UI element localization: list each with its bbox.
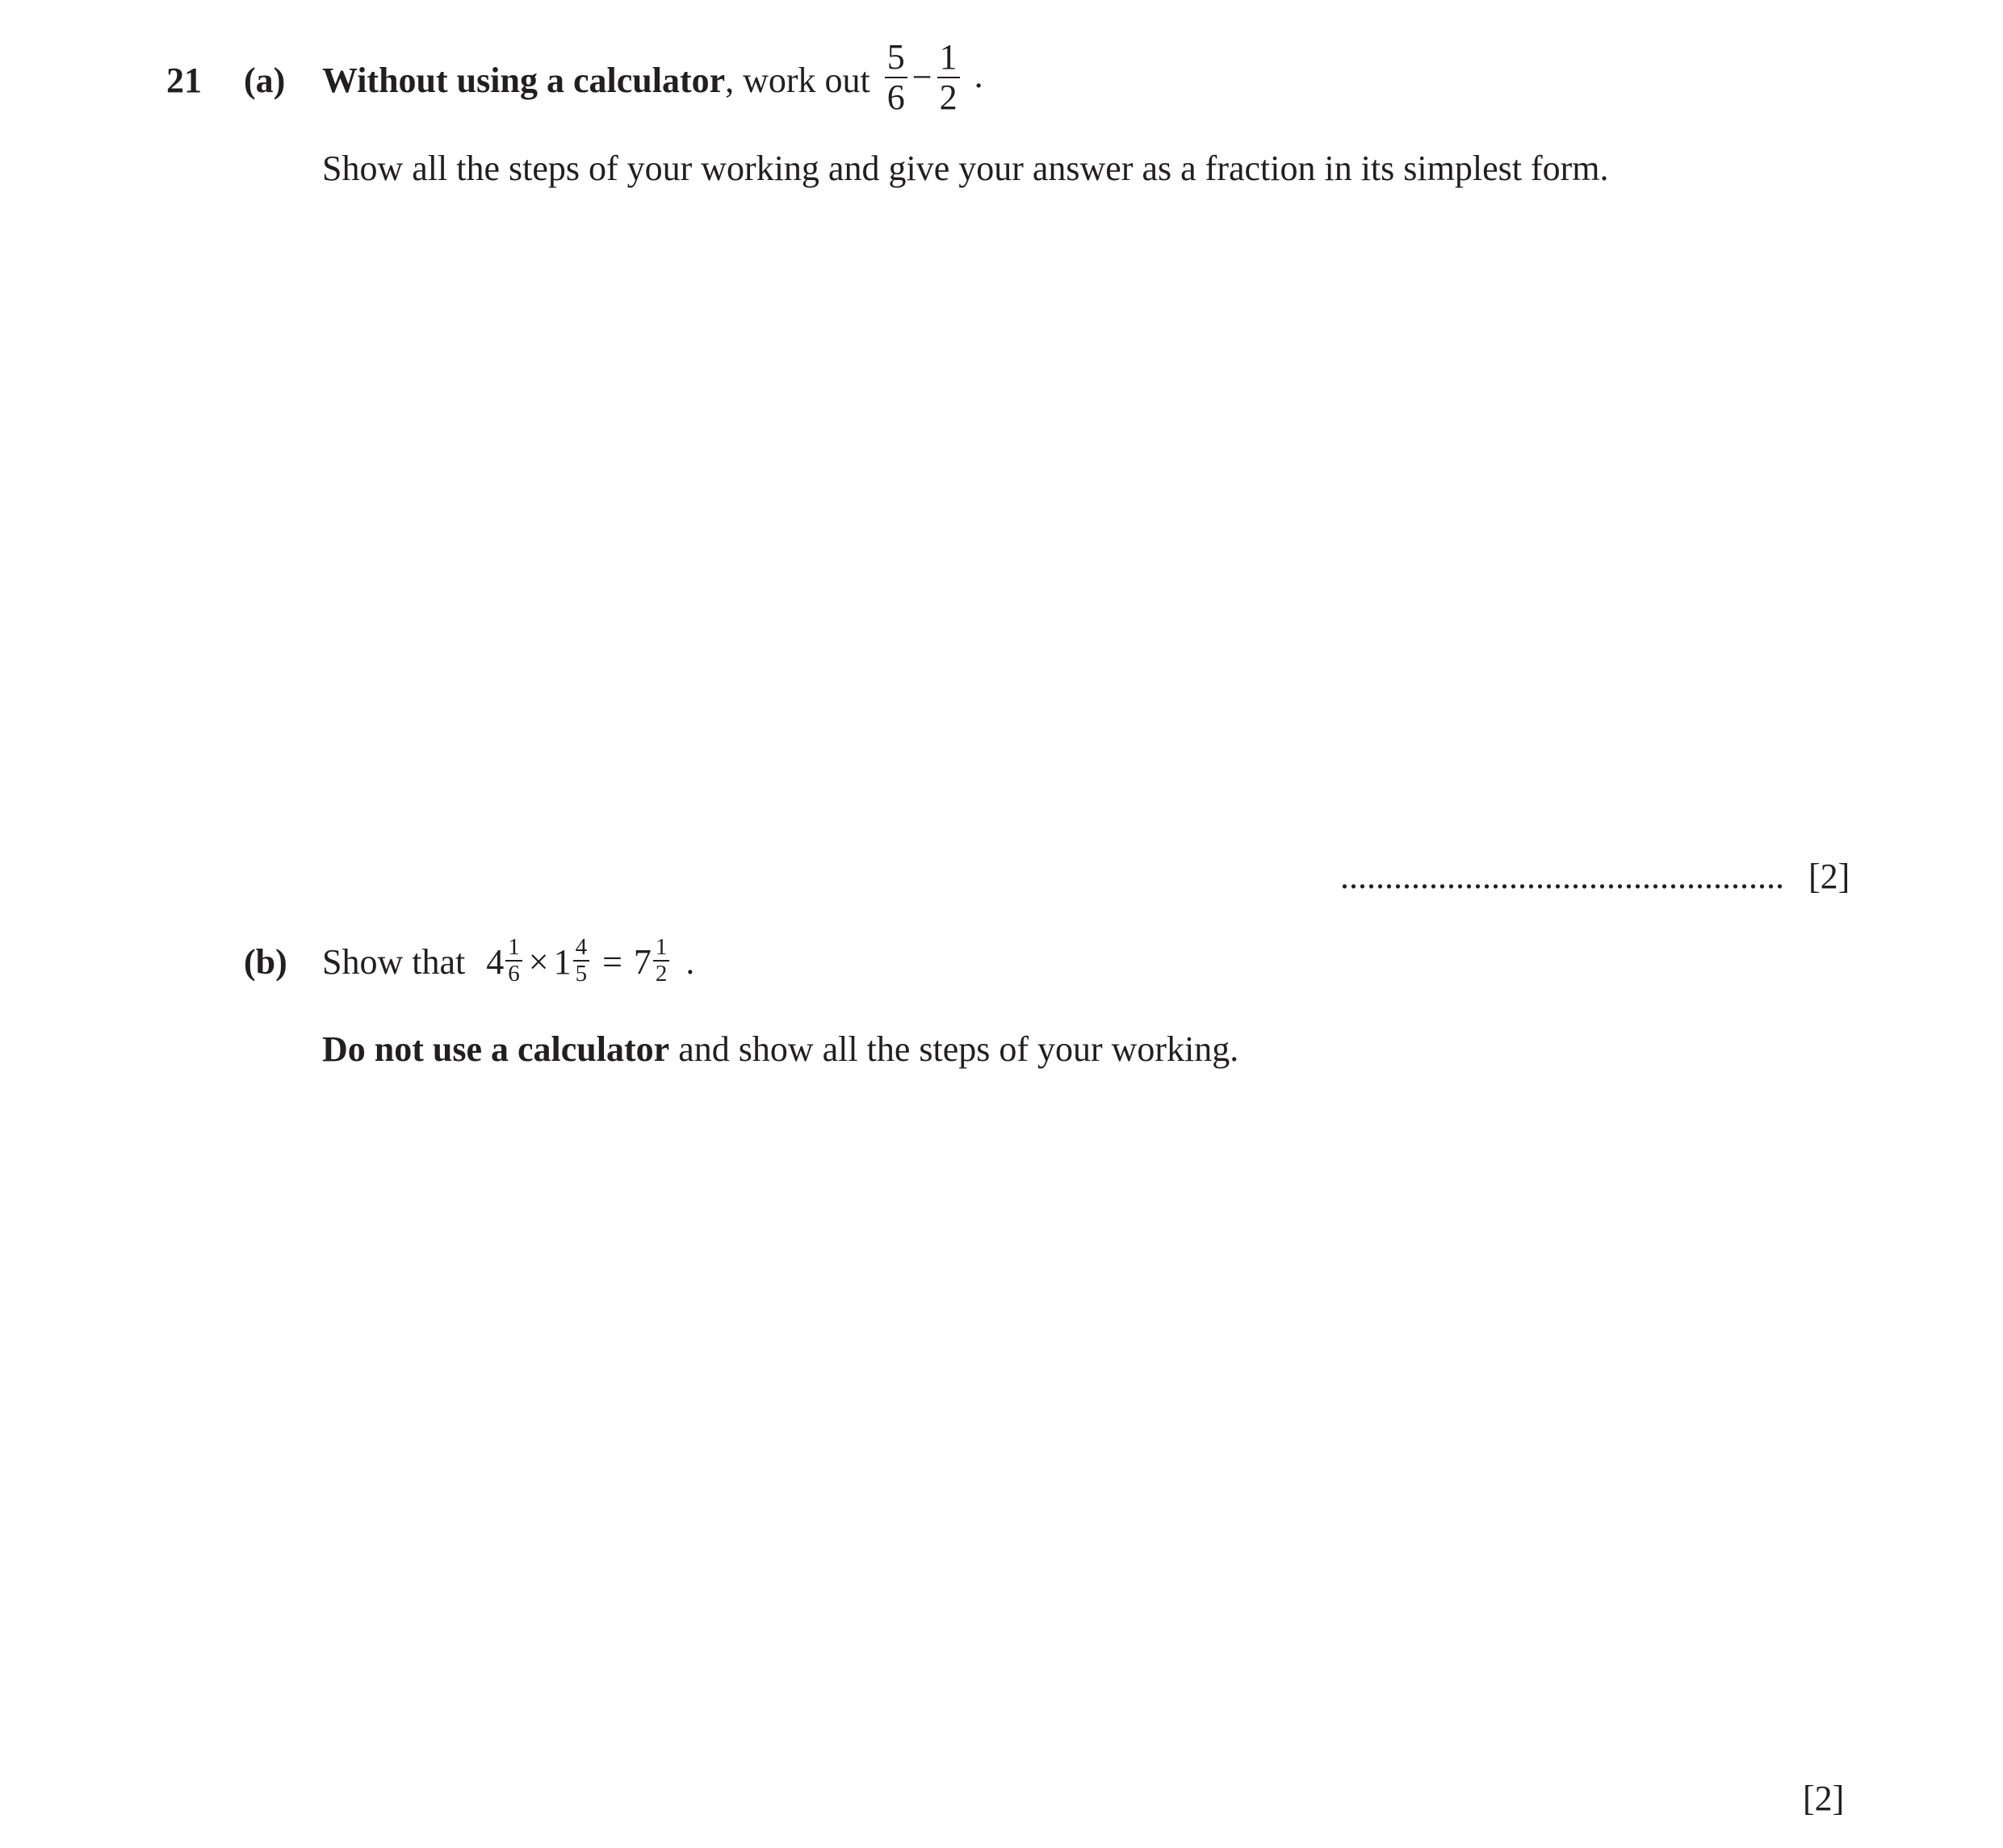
part-b-expression-end: .	[685, 942, 695, 982]
part-a-fraction-2-numerator: 1	[939, 37, 958, 77]
part-a-label: (a)	[244, 61, 286, 100]
part-a-fraction-2-denominator: 2	[939, 78, 958, 117]
part-a-fraction-1-numerator: 5	[886, 37, 905, 77]
part-b-fraction-1-numerator: 1	[508, 934, 520, 960]
part-b-subtext	[322, 1029, 1239, 1069]
part-b-fraction-3-denominator: 2	[655, 961, 668, 987]
part-b-marks: [2]	[1803, 1779, 1845, 1818]
question-number: 21	[166, 61, 202, 100]
part-a-fraction-1-denominator: 6	[886, 78, 905, 117]
part-b-fraction-2-numerator: 4	[575, 934, 588, 960]
part-b-whole-1: 4	[486, 942, 505, 982]
part-b-fraction-2-denominator: 5	[575, 961, 588, 987]
part-b-fraction-3	[653, 936, 670, 986]
part-b-statement	[322, 928, 694, 996]
part-b-intro: Show that	[322, 942, 466, 982]
part-a-fraction-1	[885, 37, 907, 117]
part-b-subtext-bold: Do not use a calculator	[322, 1029, 670, 1069]
part-a-answer-line[interactable]: ..................................................	[1340, 857, 1784, 896]
part-a-instruction-rest: , work out	[725, 61, 870, 100]
part-b-fraction-1-denominator: 6	[508, 961, 520, 987]
part-b-whole-3: 7	[633, 942, 652, 982]
part-b-equals-operator: =	[602, 942, 622, 982]
part-b-fraction-1	[505, 936, 522, 986]
part-a-subtext: Show all the steps of your working and give your answer as a fraction in its simplest form.	[322, 149, 1609, 188]
part-b-whole-2: 1	[553, 942, 572, 982]
part-a-instruction-bold: Without using a calculator	[322, 61, 726, 100]
part-b-times-operator: ×	[528, 942, 549, 982]
part-b-fraction-2	[573, 936, 590, 986]
part-a-expression-end: .	[974, 56, 983, 95]
part-a-answer-row	[1340, 859, 1850, 895]
part-a-fraction-2	[937, 37, 960, 117]
part-a-instruction	[322, 37, 983, 121]
part-a-minus-operator: −	[911, 57, 932, 97]
part-b-fraction-3-numerator: 1	[655, 934, 668, 960]
part-b-label: (b)	[244, 942, 287, 982]
part-a-marks: [2]	[1808, 857, 1850, 896]
part-b-subtext-rest: and show all the steps of your working.	[669, 1029, 1239, 1069]
